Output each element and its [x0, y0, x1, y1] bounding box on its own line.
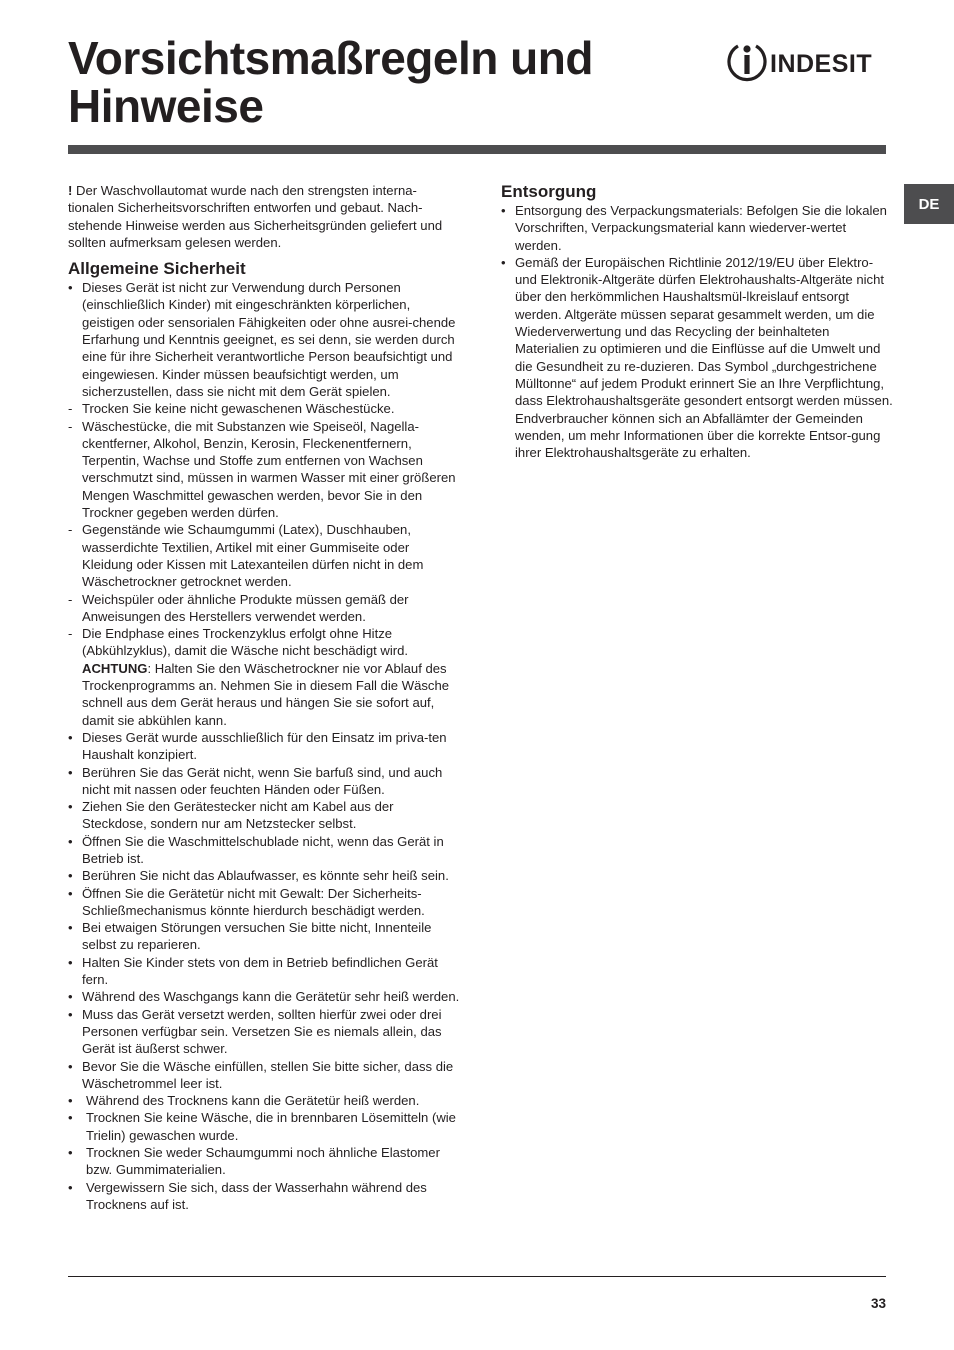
list-marker: - — [68, 626, 73, 642]
list-marker: • — [501, 203, 506, 218]
list-item-text: Berühren Sie das Gerät nicht, wenn Sie barfuß sind, und auch nicht mit nassen oder feuchten Händen oder Füßen. — [82, 764, 443, 797]
list-item-text: Öffnen Sie die Gerätetür nicht mit Gewalt: Der Sicherheits-Schließmechanismus könnte hierdurch beschädigt werden. — [82, 885, 425, 918]
list-item — [68, 833, 460, 868]
list-item-text: Ziehen Sie den Gerätestecker nicht am Kabel aus der Steckdose, sondern nur am Netzstecker selbst. — [82, 799, 394, 832]
list-item-text: Dieses Gerät wurde ausschließlich für den Einsatz im priva-ten Haushalt konzipiert. — [82, 729, 447, 763]
list-marker: • — [68, 729, 73, 745]
warning-label: ACHTUNG — [82, 660, 148, 676]
list-marker: • — [68, 1179, 73, 1195]
list-item-text: Während des Waschgangs kann die Gerätetür sehr heiß werden. — [82, 989, 460, 1005]
list-item — [68, 279, 460, 400]
intro-paragraph — [68, 182, 460, 251]
general-safety-list — [68, 279, 460, 1213]
list-marker: • — [68, 833, 73, 849]
list-item — [68, 1092, 460, 1109]
list-marker: • — [68, 868, 73, 884]
page-title — [68, 34, 688, 130]
list-item — [68, 1109, 460, 1144]
list-marker: • — [68, 1145, 73, 1161]
list-item-text: Vergewissern Sie sich, dass der Wasserhahn während des Trocknens auf ist. — [86, 1179, 427, 1212]
intro-text: Der Waschvollautomat wurde nach den strengsten interna-tionalen Sicherheitsvorschriften entworfen und gebaut. Nach-stehende Hinweise werden aus Sicherheitsgründen geliefert und sollten aufmerksam gelesen werden. — [68, 183, 443, 250]
indesit-logo — [726, 40, 886, 82]
list-item — [68, 764, 460, 799]
title-line-2: Hinweise — [68, 80, 264, 132]
list-item — [68, 954, 460, 989]
list-item — [68, 1144, 460, 1179]
list-item — [68, 798, 460, 833]
footer-rule — [68, 1276, 886, 1277]
list-item-text: Muss das Gerät versetzt werden, sollten hierfür zwei oder drei Personen verfügbar sein. Versetzen Sie es niemals allein, das Gerät ist äußerst schwer. — [82, 1006, 442, 1057]
list-item — [68, 1058, 460, 1093]
list-item — [68, 521, 460, 590]
list-item — [501, 202, 893, 254]
list-item-text: Weichspüler oder ähnliche Produkte müssen gemäß der Anweisungen des Herstellers verwendet werden. — [82, 591, 409, 624]
list-item-text: Öffnen Sie die Waschmittelschublade nicht, wenn das Gerät in Betrieb ist. — [82, 833, 444, 866]
list-marker: • — [68, 799, 73, 815]
list-item — [68, 418, 460, 522]
list-item-text: Die Endphase eines Trockenzyklus erfolgt ohne Hitze (Abkühlzyklus), damit die Wäsche nicht beschädigt wird. — [82, 626, 409, 659]
general-safety-heading: Allgemeine Sicherheit — [68, 259, 246, 279]
list-item — [68, 400, 460, 417]
list-marker: • — [68, 920, 73, 936]
list-item — [68, 988, 460, 1005]
list-item — [501, 254, 893, 462]
right-column — [501, 182, 893, 461]
list-marker: • — [68, 989, 73, 1005]
list-marker: • — [68, 1058, 73, 1074]
list-item-text: Wäschestücke, die mit Substanzen wie Speiseöl, Nagella-ckentferner, Alkohol, Benzin, Kerosin, Fleckenentfernern, Terpentin, Wachse und Stoffe zum entfernen von Wachsen verschmutzt sind, müssen in warmen Wasser mit einer größeren Mengen Waschmittel gewaschen werden, bevor Sie in den Trockner gegeben werden dürfen. — [82, 418, 456, 521]
disposal-list — [501, 202, 893, 461]
list-item-text: Trocknen Sie weder Schaumgummi noch ähnliche Elastomer bzw. Gummimaterialien. — [86, 1145, 440, 1178]
warning-text: : Halten Sie den Wäschetrockner nie vor Ablauf des Trockenprogramms an. Nehmen Sie in diesem Fall die Wäsche schnell aus dem Gerät heraus und hängen Sie sie sofort auf, damit sie abkühlen kann. — [82, 660, 450, 728]
list-marker: • — [68, 1093, 73, 1109]
list-marker: • — [68, 954, 73, 970]
list-marker: • — [68, 764, 73, 780]
list-marker: • — [501, 254, 506, 270]
page-number: 33 — [870, 1296, 886, 1311]
list-item — [68, 1179, 460, 1214]
list-item — [68, 867, 460, 884]
list-item — [68, 885, 460, 920]
list-marker: • — [68, 1110, 73, 1126]
list-item — [68, 625, 460, 729]
list-item-text: Trocknen Sie keine Wäsche, die in brennbaren Lösemitteln (wie Trielin) gewaschen wurde. — [86, 1110, 456, 1143]
disposal-heading: Entsorgung — [501, 182, 597, 201]
left-column — [68, 182, 460, 1213]
list-item-text: Gegenstände wie Schaumgummi (Latex), Duschhauben, wasserdichte Textilien, Artikel mit einer Gummiseite oder Kleidung oder Kissen mit Latexanteilen dürfen nicht in dem Wäschetrockner getrocknet werden. — [82, 522, 424, 590]
header-rule — [68, 145, 886, 154]
list-item-text: Halten Sie Kinder stets von dem in Betrieb befindlichen Gerät fern. — [82, 954, 438, 988]
list-item-text: Bevor Sie die Wäsche einfüllen, stellen Sie bitte sicher, dass die Wäschetrommel leer ist. — [82, 1058, 454, 1091]
list-item-text: Während des Trocknens kann die Gerätetür heiß werden. — [86, 1093, 420, 1109]
title-line-1: Vorsichtsmaßregeln und — [68, 32, 593, 84]
list-item-text: Bei etwaigen Störungen versuchen Sie bitte nicht, Innenteile selbst zu reparieren. — [82, 920, 432, 953]
list-marker: - — [68, 591, 73, 607]
list-marker: • — [68, 1006, 73, 1022]
list-marker: • — [68, 280, 73, 296]
brand-wordmark: INDESIT — [770, 50, 873, 78]
list-marker: • — [68, 885, 73, 901]
list-item-text: Berühren Sie nicht das Ablaufwasser, es könnte sehr heiß sein. — [82, 868, 449, 884]
list-marker: - — [68, 418, 73, 434]
list-item — [68, 1006, 460, 1058]
list-item-text: Entsorgung des Verpackungsmaterials: Befolgen Sie die lokalen Vorschriften, Verpackungsmaterial kann wiederver-wertet werden. — [515, 203, 887, 253]
list-item-text: Trocken Sie keine nicht gewaschenen Wäschestücke. — [82, 401, 395, 417]
list-item — [68, 729, 460, 764]
list-marker: - — [68, 522, 73, 538]
language-tab: DE — [904, 184, 954, 224]
list-item-text: Gemäß der Europäischen Richtlinie 2012/19/EU über Elektro- und Elektronik-Altgeräte dürfen Elektrohaushalts-Altgeräte nicht über den herkömmlichen Haushaltsmül-lkreislauf entsorgt werden. Altgeräte müssen separat gesammelt werden, um die Wiederverwertung und das Recycling der beinhalteten Materialien zu optimieren und die Einflüsse auf die Umwelt und die Gesundheit zu re-duzieren. Das Symbol „durchgestrichene Mülltonne“ auf jedem Produkt erinnert Sie an Ihre Verpflichtung, dass Elektrohaushaltsgeräte gesondert entsorgt werden müssen. Endverbraucher können sich an Abfallämter der Gemeinden wenden, um mehr Informationen über die korrekte Entsor-gung ihrer Elektrohaushaltsgeräte zu erhalten. — [515, 254, 893, 461]
list-item-text: Dieses Gerät ist nicht zur Verwendung durch Personen (einschließlich Kinder) mit eingeschränkten körperlichen, geistigen oder sensorialen Fähigkeiten oder ohne ausrei-chende Erfarhung und Kenntnis geeignet, es sei denn, sie werden durch eine für ihre Sicherheit verantwortliche Person beaufsichtigt und eingewiesen. Kinder müssen beaufsichtigt werden, um sicherzustellen, dass sie nicht mit dem Gerät spielen. — [82, 280, 456, 399]
warning-mark: ! — [68, 183, 73, 198]
list-item — [68, 591, 460, 626]
list-marker: - — [68, 401, 73, 417]
list-item — [68, 919, 460, 954]
